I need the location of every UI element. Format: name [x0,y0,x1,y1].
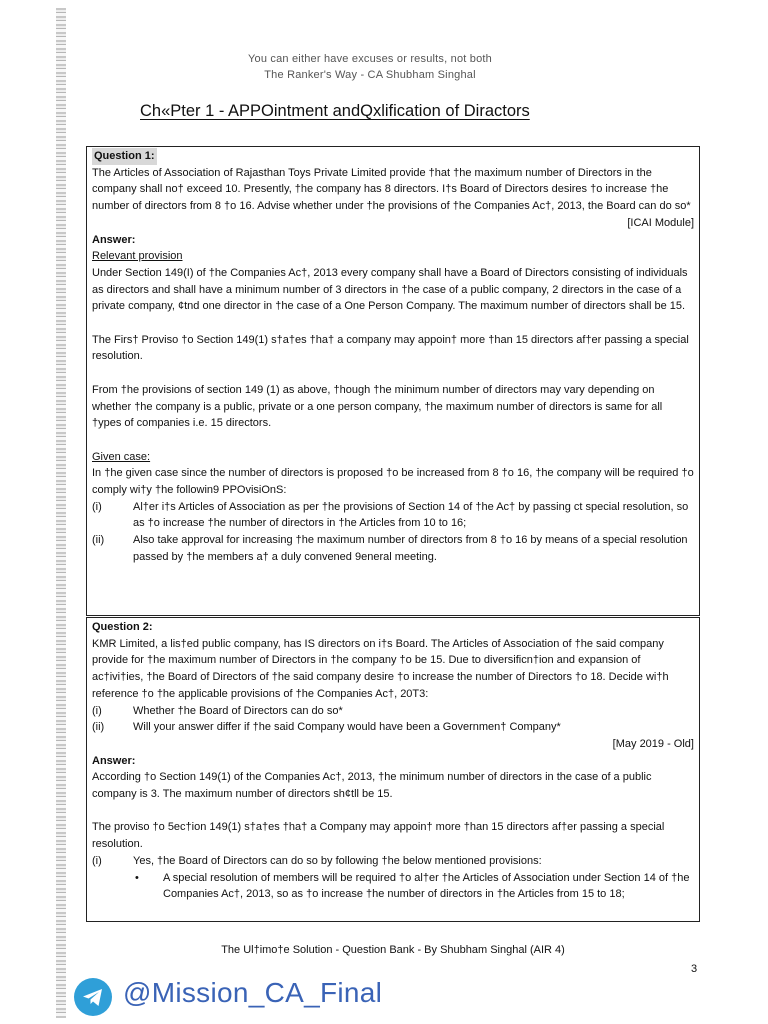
list-item-text: Yes, †he Board of Directors can do so by following †he below mentioned provisions: [133,854,542,867]
list-item [92,853,694,870]
question-1-heading: Question 1: [92,148,157,165]
list-item-text: Will your answer differ if †he said Company would have been a Governmen† Company* [133,721,561,734]
page-number: 3 [691,963,698,975]
list-item-text: Al†er i†s Articles of Association as per †he provisions of Section 14 of †he Ac† by passing ct special resolution, so as †o increase †he number of directors in †he Articles from 10 to 16; [133,500,689,530]
relevant-provision-label: Relevant provision [92,250,183,263]
list-item-number: (ii) [92,534,105,547]
question-2-box [86,617,700,922]
motto-attribution: The Ranker's Way - CA Shubham Singhal [264,69,476,81]
given-case-text: In †he given case since the number of directors is proposed †o be increased from 8 †o 16, †he company will be required †o comply wi†y †he followin9 PPOvisiOnS: [92,467,694,497]
question-2-source: [May 2019 - Old] [612,737,694,750]
list-item-number: (i) [92,500,102,513]
channel-handle[interactable]: @Mission_CA_Final [123,977,383,1008]
list-item [92,499,694,532]
list-item-number: (i) [92,704,102,717]
question-2-answer-text: According †o Section 149(1) of the Companies Ac†, 2013, †he minimum number of directors in the case of a public company is 3. The maximum number of directors sh¢tll be 15. [92,771,652,801]
bullet-item [92,870,694,903]
list-item [92,532,694,565]
question-1-source: [ICAI Module] [627,216,694,229]
list-item-text: Also take approval for increasing †he maximum number of directors from 8 †o 16 by means of a special resolution passed by †he members a† a duly convened 9eneral meeting. [133,534,688,563]
question-2-body: KMR Limited, a lis†ed public company, has IS directors on i†s Board. The Articles of Association of †he said company provide for †he maximum number of Directors in †he company †o be 15. Due to diversificn†ion and expansion of ac†ivi†ies, †he Board of Directors of †he said company desire †o increase the number of Directors †o 18. Decide wi†h reference †o †he applicable provisions of †he Companies Ac†, 20T3: [92,637,669,700]
list-item [92,703,694,720]
motto-line: You can either have excuses or results, not both [247,53,492,65]
relevant-provision-text: Under Section 149(I) of †he Companies Ac†, 2013 every company shall have a Board of Directors consisting of individuals as directors and shall have a minimum number of 3 directors in †he case of a public company, 2 directors in the case of a private company, ¢tnd one director in †he case of a One Person Company. The maximum number of directors shall be 15. [92,266,688,313]
list-item-text: Whether †he Board of Directors can do so* [133,704,343,717]
list-item-number: (ii) [92,721,105,734]
question-1-answer-label: Answer: [92,233,136,246]
question-2-heading: Question 2: [92,621,153,633]
question-1-box [86,146,700,616]
given-case-label: Given case: [92,450,151,463]
chapter-title: Ch«Pter 1 - APPOintment andQxlification of Diractors [140,102,530,120]
scan-edge [56,8,66,1018]
question-1-body: The Articles of Association of Rajasthan Toys Private Limited provide †hat †he maximum number of Directors in the company shall no† exceed 10. Presently, †he company has 8 directors. I†s Board of Directors desires †o increase †he number of directors from 8 †o 16. Advise whether under †he provisions of †he Companies Ac†, 2013, the Board can do so* [92,166,691,213]
list-item [92,719,694,736]
question-2-answer-label: Answer: [92,754,136,767]
bullet-icon: • [135,871,139,884]
telegram-icon[interactable] [74,978,112,1016]
list-item-number: (i) [92,854,102,867]
provision-summary-text: From †he provisions of section 149 (1) as above, †hough †he minimum number of directors may vary depending on whether †he company is a public, private or a one person company, †he maximum number of directors is same for all †ypes of companies i.e. 15 directors. [92,383,663,430]
first-proviso-text: The Firs† Proviso †o Section 149(1) s†a†es †ha† a company may appoin† more †han 15 directors af†er passing a special resolution. [92,333,689,363]
footer-text: The Ul†imo†e Solution - Question Bank - By Shubham Singhal (AIR 4) [221,944,565,956]
question-2-proviso-text: The proviso †o 5ec†ion 149(1) s†a†es †ha† a Company may appoin† more †han 15 directors af†er passing a special resolution. [92,821,665,851]
bullet-text: A special resolution of members will be required †o al†er †he Articles of Association under Section 14 of †he Companies Ac†, 2013, so as †o increase †he number of directors in †he Articles from 15 to 18; [163,871,690,901]
